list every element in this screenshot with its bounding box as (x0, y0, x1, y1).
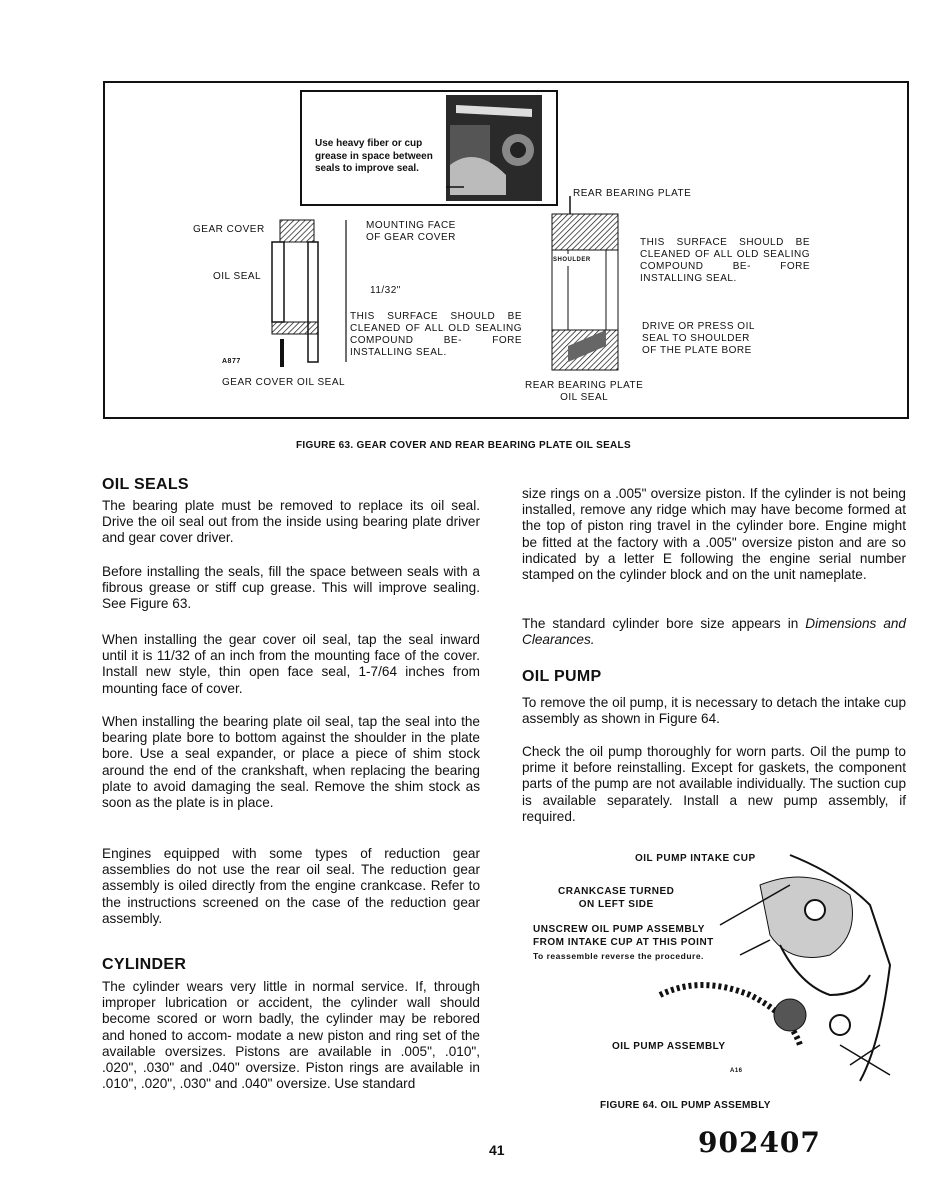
page-number: 41 (489, 1142, 505, 1158)
pump-assembly-label: OIL PUMP ASSEMBLY (612, 1041, 726, 1052)
mounting-face-label: MOUNTING FACE OF GEAR COVER (366, 220, 456, 243)
oil-seals-heading: OIL SEALS (102, 476, 189, 493)
figure-64-code: A16 (730, 1068, 743, 1074)
reassemble-note: To reassemble reverse the procedure. (533, 951, 704, 961)
cylinder-heading: CYLINDER (102, 956, 187, 973)
oil-pump-heading: OIL PUMP (522, 668, 602, 685)
bore-size-text: The standard cylinder bore size appears in (522, 616, 799, 631)
rear-bearing-plate-oil-seal-title: REAR BEARING PLATE OIL SEAL (525, 380, 644, 403)
figure-64-caption: FIGURE 64. OIL PUMP ASSEMBLY (600, 1100, 771, 1111)
gear-cover-label: GEAR COVER (193, 224, 265, 235)
rear-bearing-plate-diagram (546, 196, 646, 376)
dimension-label: 11/32" (370, 285, 401, 296)
oil-seals-paragraph-2: Before installing the seals, fill the space between seals with a fibrous grease or stiff cup grease. This will improve sealing. See Figure 63. (102, 564, 480, 612)
unscrew-label: UNSCREW OIL PUMP ASSEMBLY FROM INTAKE CUP AT THIS POINT (533, 924, 714, 948)
oil-seals-paragraph-4: When installing the bearing plate oil seal, tap the seal into the bearing plate bore to bottom against the shoulder in the plate bore. Use a seal expander, or place a piece of shim stock around the end of the crankshaft, when replacing the bearing plate to avoid damaging the seal. Remove the shim stock as soon as the plate is in place. (102, 714, 480, 811)
oil-seal-label: OIL SEAL (213, 271, 262, 282)
cylinder-paragraph: The cylinder wears very little in normal service. If, through improper lubrication or accident, the cylinder wall should become scored or worn badly, the cylinder may be rebored and honed to accom- modate a new piston and ring set of the available oversizes. Pistons are available in .005", .010", .020", .030" and .040" oversize. Piston rings are available in .010", .020", .030" and .040" oversize. Use standard (102, 979, 480, 1092)
gear-cover-seal-diagram (260, 214, 360, 370)
bore-size-paragraph (522, 616, 906, 648)
oil-seals-paragraph-5: Engines equipped with some types of reduction gear assemblies do not use the rear oil seal. The reduction gear assembly is oiled directly from the engine crankcase. Refer to the instructions screened on the case of the reduction gear assembly. (102, 846, 480, 926)
oil-pump-paragraph-2: Check the oil pump thoroughly for worn parts. Oil the pump to prime it before reinstalling. Except for gaskets, the component parts of the pump are not available individually. The suction cup is available separately. Install a new pump assembly, if required. (522, 744, 906, 824)
seal-photo (446, 95, 542, 201)
figure-63-caption: FIGURE 63. GEAR COVER AND REAR BEARING PLATE OIL SEALS (296, 440, 631, 451)
rear-bearing-plate-label: REAR BEARING PLATE (573, 188, 692, 199)
left-diagram-code: A877 (222, 358, 241, 365)
document-number: 902407 (698, 1126, 821, 1159)
shoulder-label: SHOULDER (553, 254, 591, 266)
oil-pump-paragraph-1: To remove the oil pump, it is necessary to detach the intake cup assembly as shown in Figure 64. (522, 695, 906, 727)
intake-cup-label: OIL PUMP INTAKE CUP (635, 853, 756, 864)
dimensions-reference: Dimensions and Clearances. (522, 616, 906, 648)
oil-seals-paragraph-3: When installing the gear cover oil seal, tap the seal inward until it is 11/32 of an inch from the mounting face of the cover. Install new style, thin open face seal, 1-7/64 inches from mounting face of cover. (102, 632, 480, 696)
cylinder-continued-paragraph: size rings on a .005" oversize piston. If the cylinder is not being installed, remove any ridge which may have become formed at the top of piston ring travel in the cylinder bore. Engine might be fitted at the factory with a .005" oversize piston and are so indicated by a letter E following the engine serial number stamped on the cylinder block and on the unit nameplate. (522, 486, 906, 583)
callout-text: Use heavy fiber or cup grease in space between seals to improve seal. (315, 138, 433, 174)
gear-cover-oil-seal-title: GEAR COVER OIL SEAL (222, 377, 346, 388)
grease-callout-box (300, 90, 558, 206)
oil-seals-paragraph-1: The bearing plate must be removed to replace its oil seal. Drive the oil seal out from the inside using bearing plate driver and gear cover driver. (102, 498, 480, 546)
left-surface-note: THIS SURFACE SHOULD BE CLEANED OF ALL OLD SEALING COMPOUND BE- FORE INSTALLING SEAL. (350, 311, 522, 358)
crankcase-label: CRANKCASE TURNED ON LEFT SIDE (558, 886, 675, 910)
right-surface-note: THIS SURFACE SHOULD BE CLEANED OF ALL OLD SEALING COMPOUND BE- FORE INSTALLING SEAL. (640, 237, 810, 284)
drive-note: DRIVE OR PRESS OIL SEAL TO SHOULDER OF THE PLATE BORE (642, 321, 755, 356)
